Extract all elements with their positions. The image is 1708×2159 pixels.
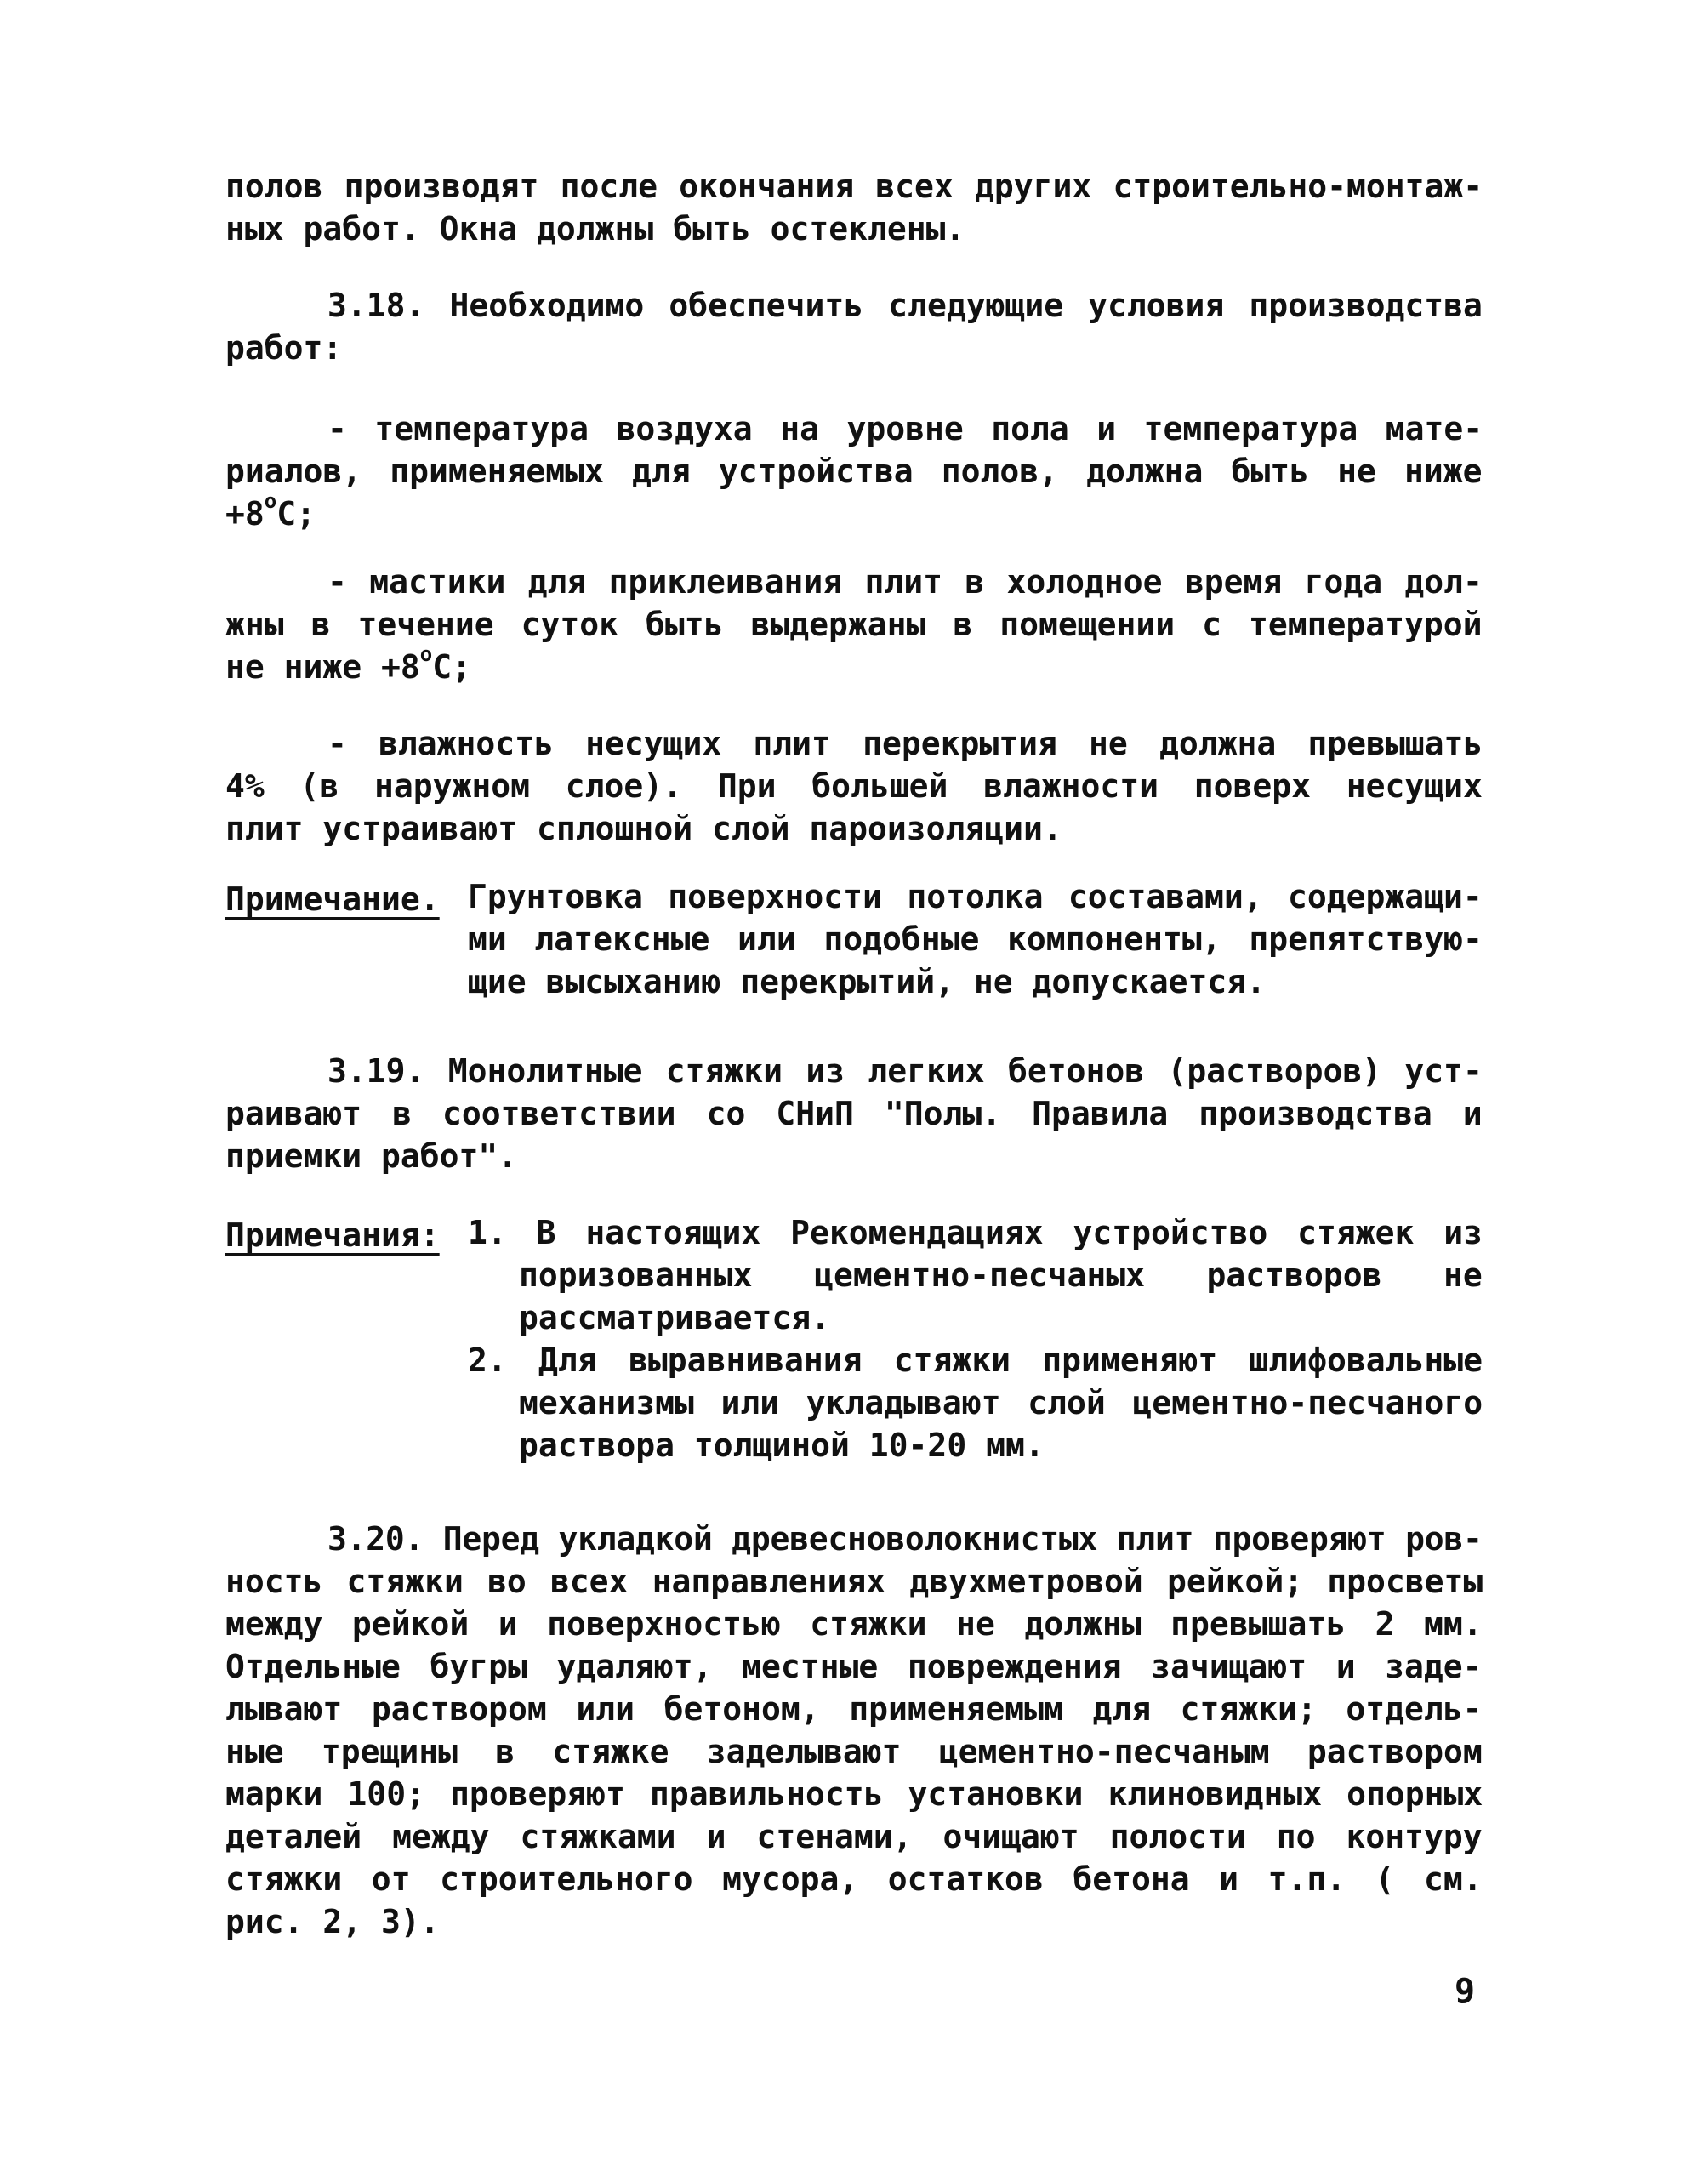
note-text: щие высыханию перекрытий, не допускается.	[468, 963, 1266, 1000]
text-line: 4% (в наружном слое). При большей влажности поверх несущих	[225, 767, 1483, 805]
text-line: $+8^оС$;	[225, 489, 316, 533]
text-line: марки 100; проверяют правильность установки клиновидных опорных	[225, 1775, 1483, 1813]
text-line: ность стяжки во всех направлениях двухметровой рейкой; просветы	[225, 1563, 1483, 1600]
text-line: полов производят после окончания всех других строительно-монтаж-	[225, 168, 1483, 205]
note-text: ми латексные или подобные компоненты, препятствую-	[468, 920, 1483, 958]
note-item: 1. В настоящих Рекомендациях устройство стяжек из	[468, 1214, 1483, 1251]
text-line: рис. 2, 3).	[225, 1903, 440, 1940]
note-item: поризованных цементно-песчаных растворов не	[519, 1256, 1483, 1294]
notes-label: Примечания:	[225, 1216, 440, 1254]
list-item-humidity: - влажность несущих плит перекрытия не должна превышать	[327, 725, 1483, 762]
note-item: рассматривается.	[519, 1299, 831, 1336]
list-item-temperature: - температура воздуха на уровне пола и температура мате-	[327, 410, 1483, 447]
list-item-mastic: - мастики для приклеивания плит в холодное время года дол-	[327, 563, 1483, 601]
note-item: механизмы или укладывают слой цементно-песчаного	[519, 1384, 1483, 1421]
text-line: плит устраивают сплошной слой пароизоляции.	[225, 810, 1062, 847]
text-line: приемки работ".	[225, 1137, 518, 1175]
note-label: Примечание.	[225, 880, 440, 918]
paragraph-3-19-line: 3.19. Монолитные стяжки из легких бетонов (растворов) уст-	[327, 1052, 1483, 1090]
text-line: работ:	[225, 329, 343, 367]
text-line: между рейкой и поверхностью стяжки не должны превышать 2 мм.	[225, 1605, 1483, 1643]
text-line: деталей между стяжками и стенами, очищают полости по контуру	[225, 1818, 1483, 1855]
page-number: 9	[1455, 1972, 1476, 2011]
text-line: ных работ. Окна должны быть остеклены.	[225, 210, 965, 248]
note-item: раствора толщиной 10-20 мм.	[519, 1427, 1045, 1464]
text-line: стяжки от строительного мусора, остатков бетона и т.п. ( см.	[225, 1860, 1483, 1898]
text-line: не ниже $+8^оС$;	[225, 642, 471, 686]
text-line: Отдельные бугры удаляют, местные повреждения зачищают и заде-	[225, 1648, 1483, 1685]
text-line: раивают в соответствии со СНиП "Полы. Правила производства и	[225, 1095, 1483, 1132]
text-line: лывают раствором или бетоном, применяемым для стяжки; отдель-	[225, 1690, 1483, 1728]
paragraph-3-20-line: 3.20. Перед укладкой древесноволокнистых плит проверяют ров-	[327, 1520, 1483, 1558]
paragraph-3-18-line: 3.18. Необходимо обеспечить следующие условия производства	[327, 287, 1483, 324]
text-line: ные трещины в стяжке заделывают цементно-песчаным раствором	[225, 1733, 1483, 1770]
text-line: жны в течение суток быть выдержаны в помещении с температурой	[225, 606, 1483, 643]
text-line: риалов, применяемых для устройства полов, должна быть не ниже	[225, 453, 1483, 490]
note-text: Грунтовка поверхности потолка составами, содержащи-	[468, 878, 1483, 915]
note-item: 2. Для выравнивания стяжки применяют шлифовальные	[468, 1342, 1483, 1379]
